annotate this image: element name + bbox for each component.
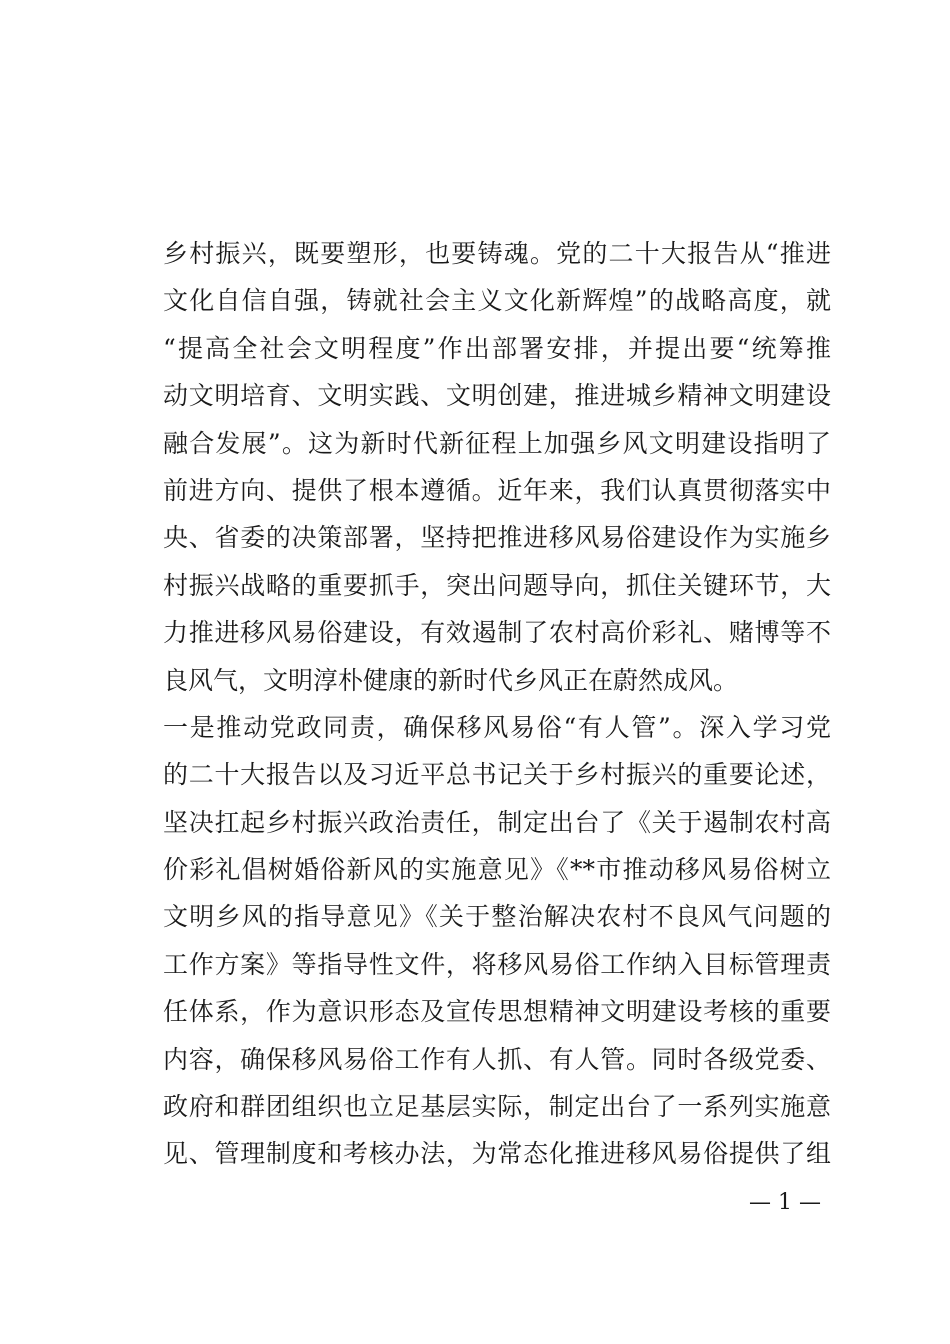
text-line: 乡村振兴，既要塑形，也要铸魂。党的二十大报告从“推进 bbox=[163, 239, 831, 268]
text-line: 村振兴战略的重要抓手，突出问题导向，抓住关键环节，大 bbox=[163, 570, 831, 600]
text-line: 一是推动党政同责，确保移风易俗“有人管”。深入学习党 bbox=[163, 712, 831, 742]
text-line: 文化自信自强，铸就社会主义文化新辉煌”的战略高度，就 bbox=[163, 286, 831, 316]
text-line: 内容，确保移风易俗工作有人抓、有人管。同时各级党委、 bbox=[163, 1044, 831, 1074]
text-line: 良风气，文明淳朴健康的新时代乡风正在蔚然成风。 bbox=[163, 665, 739, 695]
text-line: 工作方案》等指导性文件，将移风易俗工作纳入目标管理责 bbox=[163, 949, 831, 979]
text-line: 前进方向、提供了根本遵循。近年来，我们认真贯彻落实中 bbox=[163, 475, 831, 505]
text-line: 融合发展”。这为新时代新征程上加强乡风文明建设指明了 bbox=[163, 428, 831, 458]
text-line: 动文明培育、文明实践、文明创建，推进城乡精神文明建设 bbox=[163, 381, 831, 411]
text-line: 文明乡风的指导意见》《关于整治解决农村不良风气问题的 bbox=[163, 902, 831, 932]
text-line: 政府和群团组织也立足基层实际，制定出台了一系列实施意 bbox=[163, 1092, 831, 1122]
page-number: — 1 — bbox=[749, 1190, 821, 1215]
text-line: 价彩礼倡树婚俗新风的实施意见》《**市推动移风易俗树立 bbox=[163, 855, 831, 885]
body-text bbox=[163, 230, 831, 1178]
text-line: 任体系，作为意识形态及宣传思想精神文明建设考核的重要 bbox=[163, 997, 831, 1027]
text-line: 力推进移风易俗建设，有效遏制了农村高价彩礼、赌博等不 bbox=[163, 618, 831, 648]
text-line: 见、管理制度和考核办法，为常态化推进移风易俗提供了组 bbox=[163, 1139, 831, 1169]
text-line: “提高全社会文明程度”作出部署安排，并提出要“统筹推 bbox=[163, 333, 831, 363]
text-line: 的二十大报告以及习近平总书记关于乡村振兴的重要论述， bbox=[163, 760, 831, 790]
text-line: 央、省委的决策部署，坚持把推进移风易俗建设作为实施乡 bbox=[163, 523, 831, 553]
text-line: 坚决扛起乡村振兴政治责任，制定出台了《关于遏制农村高 bbox=[163, 807, 831, 837]
